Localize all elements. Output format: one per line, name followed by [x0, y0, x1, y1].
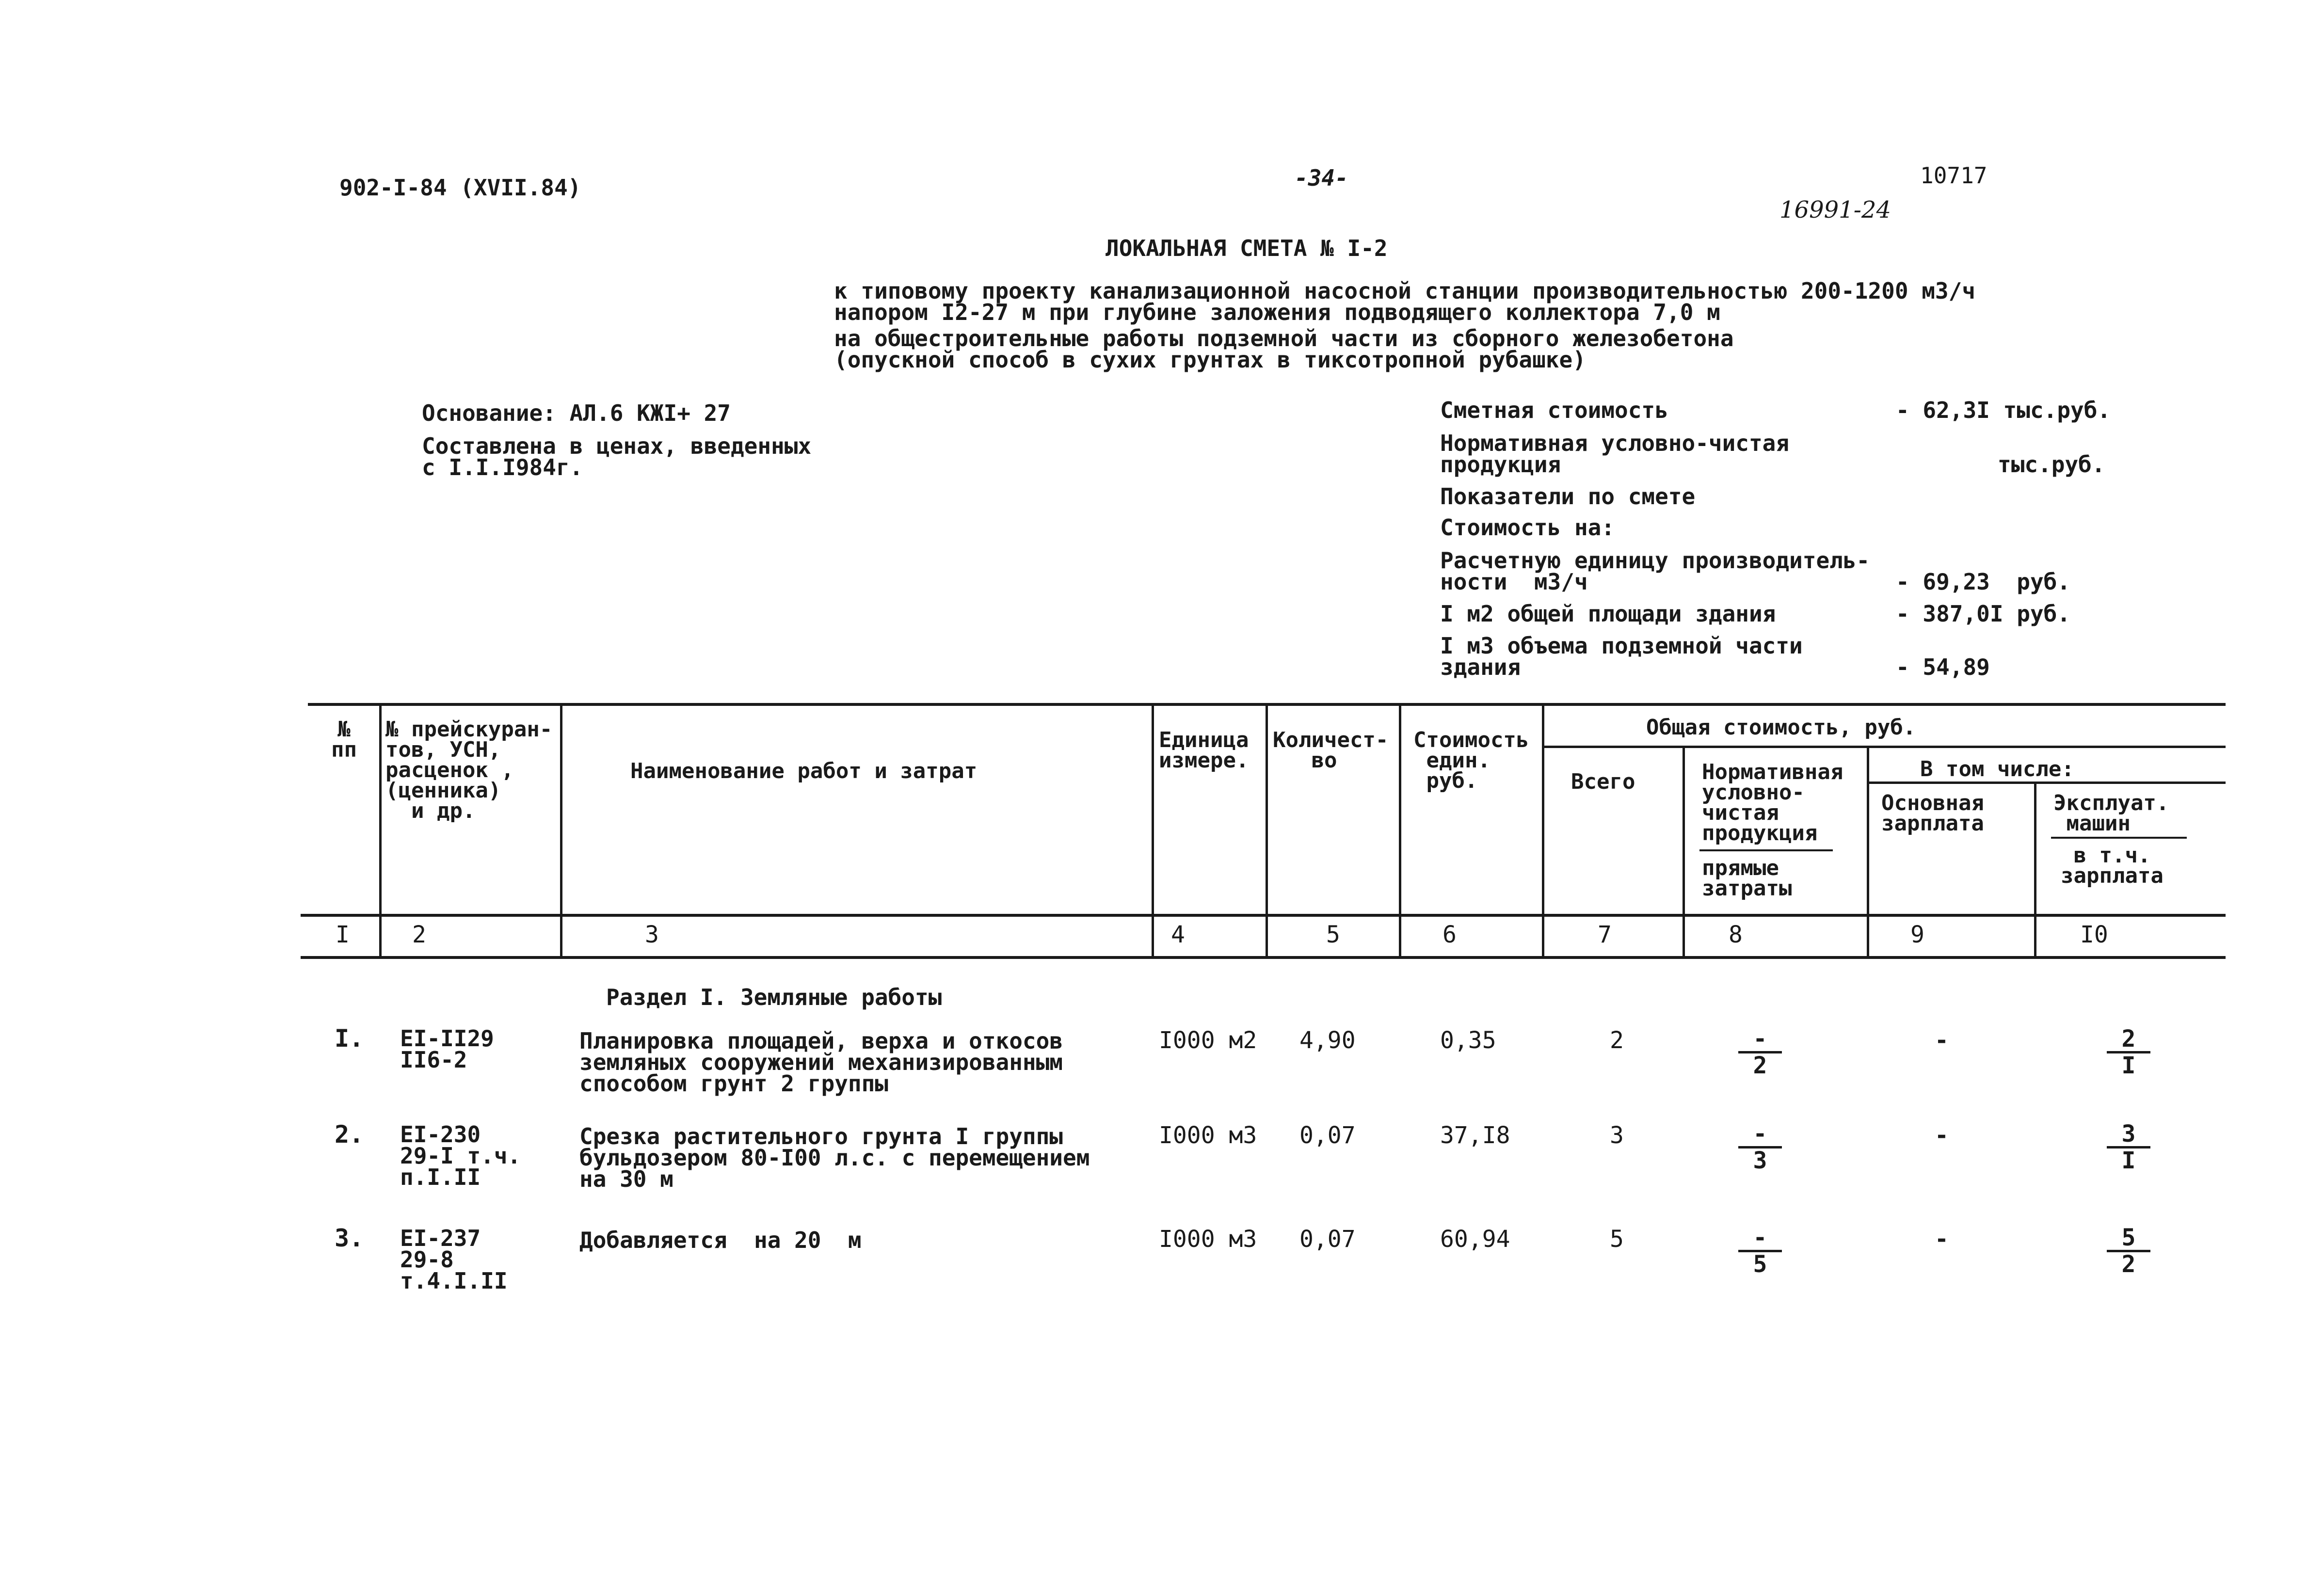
row-work-name: Планировка площадей, верха и откосов земляных сооружений механизированным способом грунт 2 группы	[579, 1028, 1063, 1097]
indicator-value: - 62,3I тыс.руб.	[1896, 397, 2111, 423]
title-line-3: на общестроительные работы подземной части из сборного железобетона	[834, 325, 1734, 351]
header-base-salary: Основная зарплата	[1881, 791, 1984, 836]
row-unit-cost: 60,94	[1440, 1226, 1510, 1253]
fraction-numerator: 3	[2107, 1123, 2150, 1148]
row-machine-fraction	[2107, 1025, 2150, 1079]
row-unit: I000 м2	[1159, 1027, 1257, 1054]
basis-line-1: Основание: АЛ.6 КЖI+ 27	[422, 400, 731, 426]
total-group-rule	[1542, 746, 2226, 748]
row-work-name: Добавляется на 20 м	[579, 1227, 862, 1253]
column-number: 9	[1910, 921, 1924, 948]
header-price-list: № прейскуран- тов, УСН, расценок , (ценника) и др.	[385, 717, 553, 823]
basis-line-2: Составлена в ценах, введенных	[422, 433, 812, 459]
row-number: I.	[335, 1024, 364, 1053]
column-number: 2	[412, 921, 426, 948]
indicator-label: Стоимость на:	[1440, 514, 1615, 541]
row-quantity: 0,07	[1299, 1122, 1356, 1149]
header-incl-group: В том числе:	[1920, 757, 2074, 782]
title-line-1: к типовому проекту канализационной насосной станции производительностью 200-1200 м3/ч	[834, 278, 1976, 304]
row-total: 2	[1610, 1027, 1624, 1054]
indicator-value: тыс.руб.	[1998, 451, 2105, 478]
column-number: I0	[2080, 921, 2108, 948]
archive-number: 10717	[1920, 162, 1987, 189]
row-base-salary: -	[1935, 1122, 1949, 1149]
handwritten-number: 16991-24	[1779, 196, 1891, 223]
fraction-denominator: 3	[1753, 1147, 1767, 1174]
numbers-bottom-rule	[301, 956, 2226, 959]
row-machine-fraction	[2107, 1224, 2150, 1278]
column-number: 6	[1442, 921, 1457, 948]
title-line-4: (опускной способ в сухих грунтах в тиксотропной рубашке)	[834, 347, 1586, 373]
header-incl-salary: в т.ч. зарплата	[2061, 843, 2164, 888]
header-direct-costs: прямые затраты	[1702, 856, 1792, 901]
indicator-value: - 387,0I руб.	[1896, 601, 2071, 627]
row-quantity: 0,07	[1299, 1226, 1356, 1253]
fraction-numerator: 2	[2107, 1028, 2150, 1053]
section-title: Раздел I. Земляные работы	[606, 984, 942, 1010]
header-row-number: № пп	[331, 717, 357, 762]
header-machine-ops: Эксплуат. машин	[2053, 791, 2169, 836]
col-divider	[1867, 747, 1869, 957]
indicator-value: - 54,89	[1896, 654, 1990, 680]
fraction-denominator: 2	[2121, 1251, 2136, 1278]
indicator-label: Нормативная условно-чистая	[1440, 430, 1790, 456]
row-base-salary: -	[1935, 1027, 1949, 1054]
fraction-denominator: 2	[1753, 1052, 1767, 1079]
header-unit-cost: Стоимость един. руб.	[1413, 728, 1529, 793]
header-total-group: Общая стоимость, руб.	[1646, 715, 1916, 740]
row-code: ЕI-II29 II6-2	[400, 1025, 494, 1073]
row-code: ЕI-230 29-I т.ч. п.I.II	[400, 1121, 521, 1190]
col-divider	[1683, 747, 1685, 957]
title-line-2: напором I2-27 м при глубине заложения подводящего коллектора 7,0 м	[834, 299, 1720, 325]
indicator-label: Показатели по смете	[1440, 483, 1696, 510]
indicator-label: I м3 объема подземной части	[1440, 633, 1803, 659]
row-work-name: Срезка растительного грунта I группы бульдозером 80-I00 л.с. с перемещением на 30 м	[579, 1123, 1090, 1192]
header-bottom-rule	[301, 914, 2226, 917]
indicator-label: продукция	[1440, 451, 1561, 478]
fraction-numerator: 5	[2107, 1227, 2150, 1252]
row-unit: I000 м3	[1159, 1122, 1257, 1149]
header-quantity: Количест- во	[1273, 728, 1389, 773]
col-divider	[560, 704, 562, 957]
indicator-label: I м2 общей площади здания	[1440, 601, 1776, 627]
fraction-denominator: I	[2121, 1147, 2136, 1174]
estimate-title: ЛОКАЛЬНАЯ СМЕТА № I-2	[1106, 235, 1388, 261]
header-work-name: Наименование работ и затрат	[630, 759, 978, 783]
col-divider	[2034, 782, 2036, 957]
row-normative-fraction	[1738, 1120, 1782, 1174]
header-total: Всего	[1571, 769, 1635, 794]
column-number: 3	[645, 921, 659, 948]
row-total: 3	[1610, 1122, 1624, 1149]
row-code: ЕI-237 29-8 т.4.I.II	[400, 1225, 508, 1294]
col-divider	[1542, 704, 1544, 957]
indicator-value: - 69,23 руб.	[1896, 569, 2071, 595]
incl-group-rule	[1869, 782, 2226, 784]
row-total: 5	[1610, 1226, 1624, 1253]
row-unit: I000 м3	[1159, 1226, 1257, 1253]
fraction-numerator: -	[1738, 1028, 1782, 1053]
column-number: 8	[1729, 921, 1743, 948]
row-normative-fraction	[1738, 1025, 1782, 1079]
indicator-label: Сметная стоимость	[1440, 397, 1668, 423]
column-number: 7	[1598, 921, 1612, 948]
fraction-numerator: -	[1738, 1227, 1782, 1252]
col-divider	[379, 704, 382, 957]
indicator-label: Расчетную единицу производитель-	[1440, 547, 1870, 574]
page-number: -34-	[1295, 165, 1348, 191]
column-number: I	[336, 921, 350, 948]
row-number: 2.	[335, 1120, 364, 1148]
indicator-label: ности м3/ч	[1440, 569, 1588, 595]
row-normative-fraction	[1738, 1224, 1782, 1278]
col-divider	[1266, 704, 1268, 957]
col-divider	[1152, 704, 1154, 957]
indicator-label: здания	[1440, 654, 1521, 680]
header-normative: Нормативная условно- чистая продукция	[1702, 760, 1843, 845]
c10-divider	[2051, 837, 2187, 839]
basis-line-3: с I.I.I984г.	[422, 454, 583, 480]
row-unit-cost: 37,I8	[1440, 1122, 1510, 1149]
fraction-numerator: -	[1738, 1123, 1782, 1148]
row-machine-fraction	[2107, 1120, 2150, 1174]
column-number: 5	[1326, 921, 1340, 948]
column-number: 4	[1171, 921, 1185, 948]
fraction-denominator: 5	[1753, 1251, 1767, 1278]
header-unit: Единица измере.	[1159, 728, 1249, 773]
row-number: 3.	[335, 1224, 364, 1252]
row-quantity: 4,90	[1299, 1027, 1356, 1054]
fraction-denominator: I	[2121, 1052, 2136, 1079]
c8-divider	[1699, 849, 1833, 851]
col-divider	[1399, 704, 1401, 957]
row-unit-cost: 0,35	[1440, 1027, 1496, 1054]
row-base-salary: -	[1935, 1226, 1949, 1253]
document-code: 902-I-84 (XVII.84)	[339, 175, 581, 201]
